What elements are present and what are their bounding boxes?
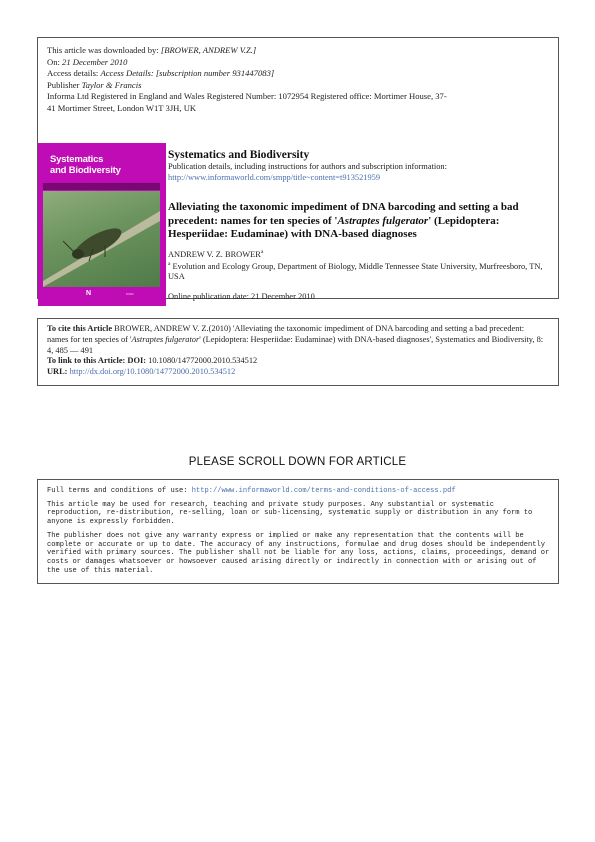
doi-value: 10.1080/14772000.2010.534512 (146, 356, 258, 366)
journal-cover-image (38, 143, 166, 306)
citation-box (37, 318, 559, 386)
cover-title (50, 155, 121, 176)
doi-label: To link to this Article: DOI: (47, 356, 147, 366)
cite-text-2: ' (Lepidoptera: Hesperiidae: Eudaminae) with DNA-based diagnoses', Systematics and Biodiversity, 8: 4, 485 — 491 (47, 334, 544, 355)
beetle-head (72, 249, 84, 259)
url-label: URL: (47, 367, 68, 377)
registered-office-text-1: Informa Ltd Registered in England and Wales Registered Number: 1072954 Registered office: Mortimer House, 37- (47, 91, 447, 102)
usage-paragraph: This article may be used for research, teaching and private study purposes. Any substantial or systematic reproduction, re-distribution, re-selling, loan or sub-licensing, systematic supply or distribution in any form to anyone is expressly forbidden. (47, 500, 533, 527)
downloaded-by-value: [BROWER, ANDREW V.Z.] (160, 45, 257, 55)
journal-link[interactable]: http://www.informaworld.com/smpp/title~content=t913521959 (168, 172, 381, 182)
cover-strip (43, 183, 160, 190)
journal-title: Systematics and Biodiversity (168, 149, 310, 161)
registered-office-text-2: 41 Mortimer Street, London W1T 3JH, UK (47, 102, 197, 113)
cover-photo (43, 191, 160, 287)
cover-footer (38, 287, 166, 306)
cover-taylor-francis-logo: ▭▭ (126, 291, 134, 296)
downloaded-by-label: This article was downloaded by: (47, 45, 159, 55)
terms-label: Full terms and conditions of use: (47, 487, 192, 495)
download-info-lines (47, 45, 547, 115)
terms-link[interactable]: http://www.informaworld.com/terms-and-conditions-of-access.pdf (191, 487, 456, 495)
terms-line (47, 487, 552, 496)
terms-content (47, 487, 552, 580)
doi-line (47, 356, 547, 367)
article-title-species: Astraptes fulgerator (337, 214, 429, 227)
cite-paragraph (47, 324, 547, 356)
disclaimer-paragraph: The publisher does not give any warranty express or implied or make any representation that the contents will be complete or accurate or up to date. The accuracy of any instructions, formulae and drug doses should be independently verified with primary sources. The publisher shall not be liable for any loss, actions, claims, proceedings, demand or costs or damages whatsoever or howsoever caused arising directly or indirectly in connection with or arising out of the use of this material. (47, 531, 550, 575)
cite-label: To cite this Article (47, 324, 113, 333)
author-name: ANDREW V. Z. BROWER (168, 249, 261, 259)
cover-title-line2: and Biodiversity (50, 164, 121, 176)
download-date-line (47, 57, 547, 69)
author-affil-marker: a (260, 249, 264, 255)
download-date-label: On: (47, 56, 60, 67)
publisher-label: Publisher (47, 79, 80, 90)
cite-text-1: BROWER, ANDREW V. Z.(2010) 'Alleviating the taxonomic impediment of DNA barcoding and setting a bad precedent: names for ten species of ' (47, 324, 525, 344)
access-details-label: Access details: (47, 68, 99, 79)
beetle-on-branch-illustration (43, 191, 160, 287)
terms-box (37, 479, 559, 584)
cover-publisher-logo: N (86, 290, 92, 297)
beetle-antenna (63, 241, 73, 251)
url-line (47, 367, 547, 378)
cite-species: Astraptes fulgerator (131, 334, 200, 344)
article-url-link[interactable]: http://dx.doi.org/10.1080/14772000.2010.534512 (67, 367, 236, 377)
registered-office-line (47, 91, 547, 114)
access-details-line (47, 68, 547, 80)
article-title-part2: ' (Lepidoptera: Hesperiidae: Eudaminae) with DNA-based diagnoses (168, 214, 500, 240)
journal-header (168, 148, 553, 183)
cover-title-line1: Systematics (50, 154, 104, 165)
publication-details: Publication details, including instructions for authors and subscription information: (168, 162, 447, 171)
affiliation-text: Evolution and Ecology Group, Department of Biology, Middle Tennessee State University, Murfreesboro, TN, USA (168, 261, 543, 282)
scroll-down-message: PLEASE SCROLL DOWN FOR ARTICLE (188, 456, 407, 468)
access-details-value: Access Details: [subscription number 931447083] (100, 68, 275, 79)
downloaded-by-line (47, 45, 547, 57)
publisher-value: Taylor & Francis (81, 79, 142, 90)
affiliation (168, 259, 553, 283)
publisher-line (47, 80, 547, 92)
affil-marker: a (168, 261, 171, 267)
citation-content (47, 324, 547, 378)
download-date-value: 21 December 2010 (62, 56, 128, 67)
article-title-part1: Alleviating the taxonomic impediment of DNA barcoding and setting a bad precedent: names for ten species of ' (168, 201, 519, 227)
article-title (168, 201, 558, 242)
online-publication-date: Online publication date: 21 December 2010 (168, 292, 315, 301)
